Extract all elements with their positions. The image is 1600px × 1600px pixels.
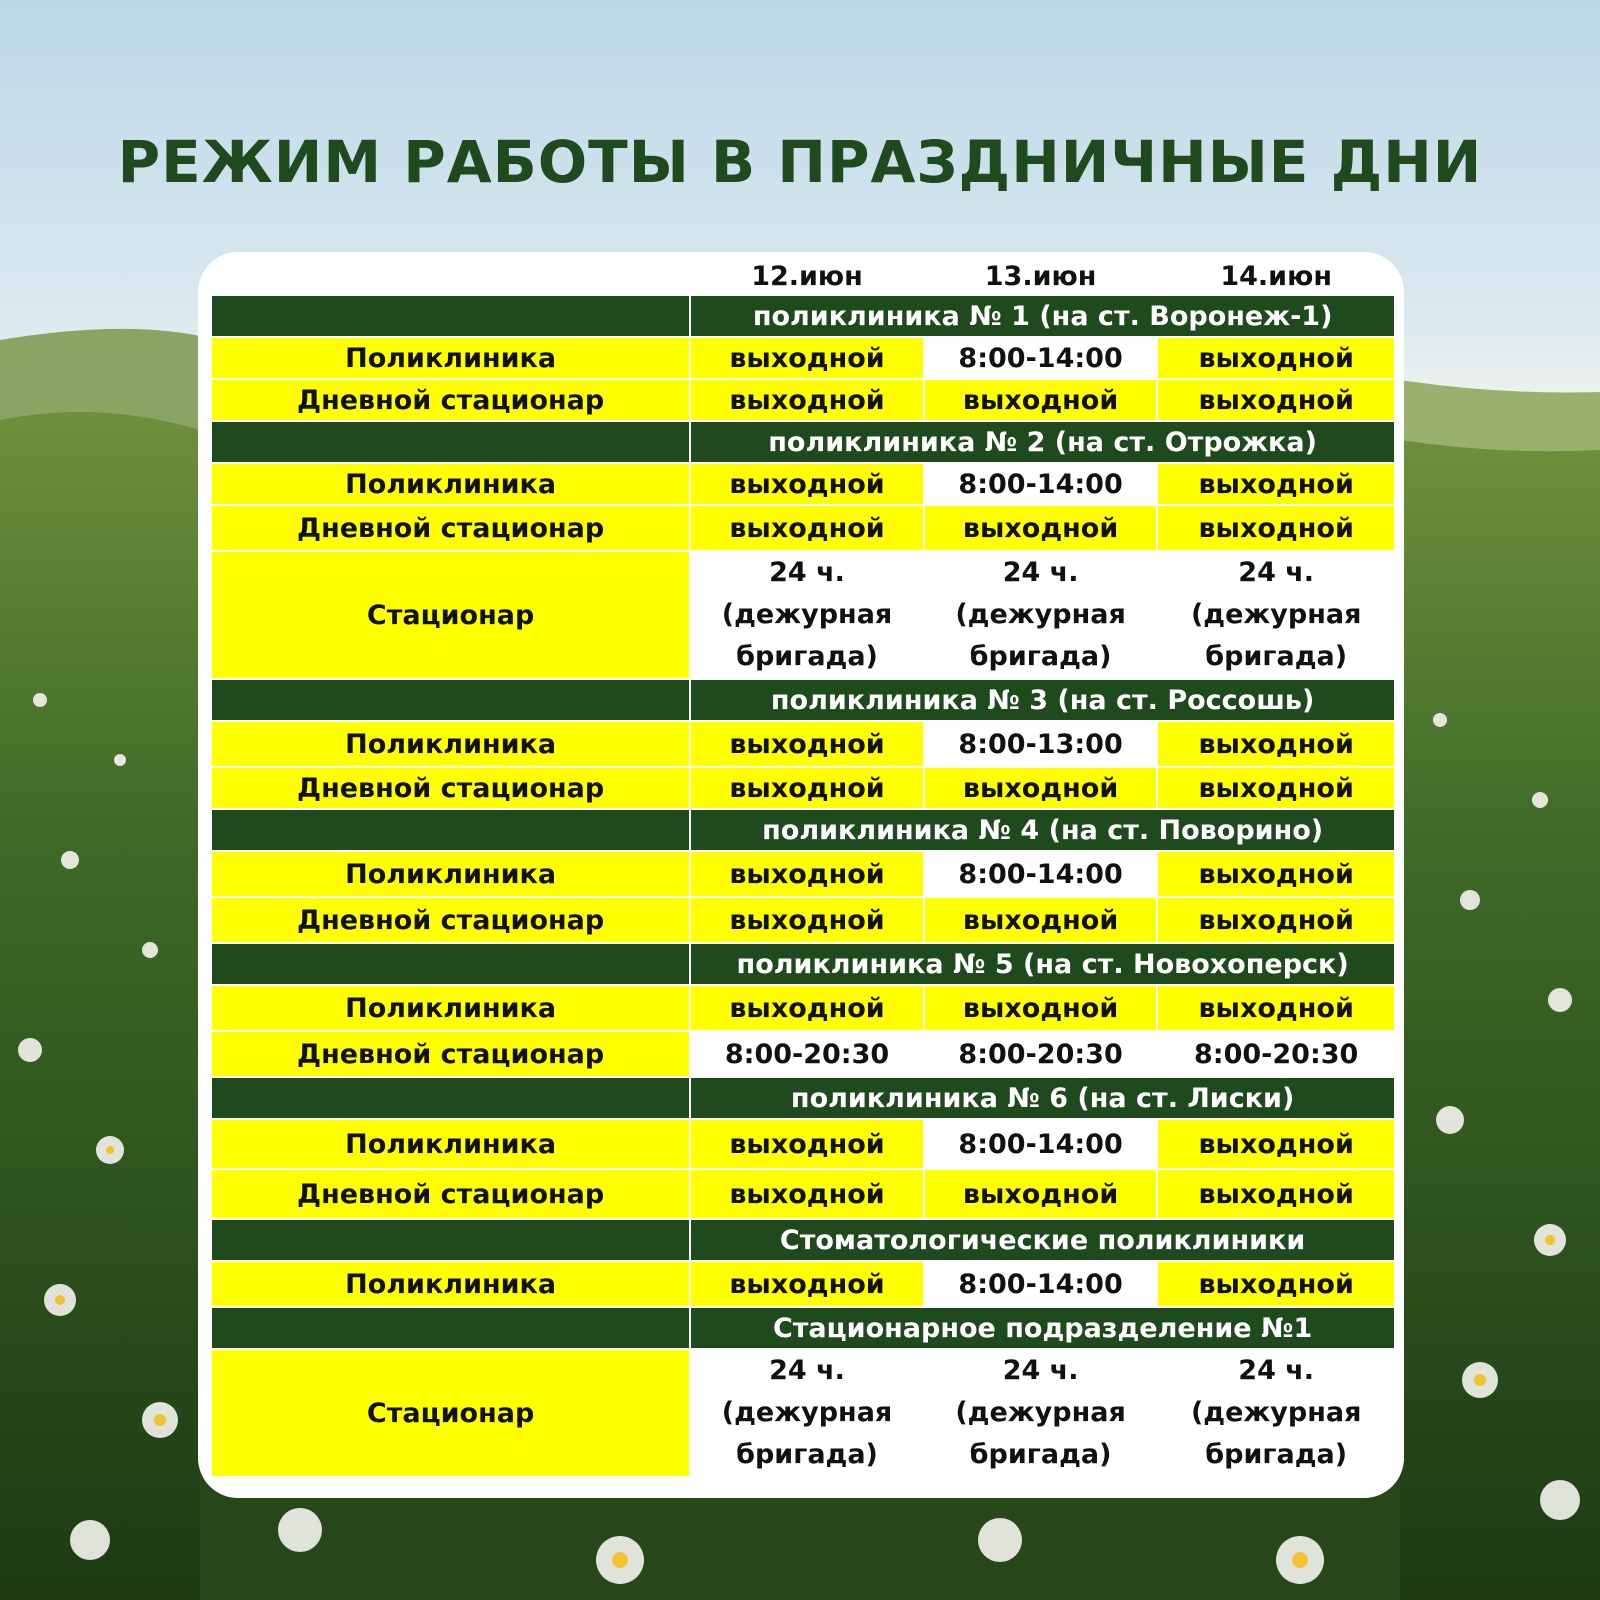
schedule-cell: выходной <box>1158 338 1394 378</box>
section-title: Стационарное подразделение №1 <box>691 1308 1394 1348</box>
schedule-cell: выходной <box>691 986 923 1030</box>
schedule-cell <box>925 1350 1157 1476</box>
section-title: поликлиника № 4 (на ст. Поворино) <box>691 810 1394 850</box>
day-header: 13.июн <box>984 260 1097 292</box>
schedule-cell: выходной <box>1158 506 1394 550</box>
row-label: Поликлиника <box>212 464 689 504</box>
duty-line: бригада) <box>1205 1439 1348 1470</box>
row-label: Дневной стационар <box>212 506 689 550</box>
schedule-cell: 8:00-14:00 <box>925 1262 1157 1306</box>
duty-line: 24 ч. <box>1002 1355 1079 1386</box>
section-title: Стоматологические поликлиники <box>691 1220 1394 1260</box>
section-title: поликлиника № 3 (на ст. Россошь) <box>691 680 1394 720</box>
page-title: РЕЖИМ РАБОТЫ В ПРАЗДНИЧНЫЕ ДНИ <box>117 128 1483 196</box>
row-label: Поликлиника <box>212 1120 689 1168</box>
day-header: 14.июн <box>1220 260 1332 292</box>
schedule-cell: выходной <box>691 898 923 942</box>
schedule-cell: выходной <box>1158 1170 1394 1218</box>
section-spacer <box>212 680 689 720</box>
schedule-cell <box>925 552 1157 678</box>
duty-line: 24 ч. <box>1238 1355 1315 1386</box>
schedule-cell: 8:00-14:00 <box>925 464 1157 504</box>
schedule-cell: выходной <box>691 722 923 766</box>
schedule-cell: выходной <box>925 1170 1157 1218</box>
duty-line: бригада) <box>736 641 878 672</box>
duty-line: (дежурная <box>1190 1397 1362 1428</box>
schedule-cell: выходной <box>1158 852 1394 896</box>
row-label: Поликлиника <box>212 852 689 896</box>
schedule-cell: выходной <box>691 852 923 896</box>
row-label: Поликлиника <box>212 986 689 1030</box>
section-spacer <box>212 810 689 850</box>
section-spacer <box>212 296 689 336</box>
section-spacer <box>212 1078 689 1118</box>
duty-line: бригада) <box>969 1439 1112 1470</box>
schedule-cell: 8:00-13:00 <box>925 722 1157 766</box>
schedule-cell <box>1158 1350 1394 1476</box>
schedule-cell: выходной <box>691 768 923 808</box>
schedule-cell: выходной <box>1158 1120 1394 1168</box>
schedule-cell: выходной <box>1158 768 1394 808</box>
duty-line: 24 ч. <box>769 1355 845 1386</box>
duty-line: (дежурная <box>1190 599 1362 630</box>
schedule-cell: выходной <box>925 506 1157 550</box>
schedule-cell: выходной <box>1158 898 1394 942</box>
duty-line: (дежурная <box>955 1397 1126 1428</box>
schedule-cell: выходной <box>925 768 1157 808</box>
section-title: поликлиника № 2 (на ст. Отрожка) <box>691 422 1394 462</box>
duty-line: (дежурная <box>955 599 1126 630</box>
schedule-cell: выходной <box>925 898 1157 942</box>
section-title: поликлиника № 6 (на ст. Лиски) <box>691 1078 1394 1118</box>
schedule-cell: выходной <box>691 380 923 420</box>
day-header: 12.июн <box>751 260 863 292</box>
row-label: Дневной стационар <box>212 380 689 420</box>
duty-line: бригада) <box>736 1439 878 1470</box>
section-spacer <box>212 944 689 984</box>
schedule-cell: выходной <box>1158 380 1394 420</box>
schedule-cell: выходной <box>691 338 923 378</box>
schedule-cell: 8:00-14:00 <box>925 338 1157 378</box>
row-label: Поликлиника <box>212 338 689 378</box>
row-label: Дневной стационар <box>212 1170 689 1218</box>
schedule-cell <box>1158 552 1394 678</box>
schedule-cell: выходной <box>691 1120 923 1168</box>
schedule-cell: выходной <box>925 986 1157 1030</box>
schedule-cell: 8:00-14:00 <box>925 852 1157 896</box>
schedule-cell: выходной <box>691 506 923 550</box>
schedule-cell: выходной <box>691 1170 923 1218</box>
duty-line: 24 ч. <box>1238 557 1315 588</box>
schedule-cell <box>691 552 923 678</box>
schedule-cell: выходной <box>1158 722 1394 766</box>
duty-line: бригада) <box>969 641 1112 672</box>
row-label: Поликлиника <box>212 1262 689 1306</box>
schedule-table <box>210 256 1396 1478</box>
schedule-cell: выходной <box>925 380 1157 420</box>
section-title: поликлиника № 5 (на ст. Новохоперск) <box>691 944 1394 984</box>
schedule-cell: выходной <box>1158 464 1394 504</box>
row-label: Дневной стационар <box>212 898 689 942</box>
duty-line: (дежурная <box>721 599 893 630</box>
schedule-cell: 8:00-20:30 <box>1158 1032 1394 1076</box>
row-label: Стационар <box>212 552 689 678</box>
duty-line: бригада) <box>1205 641 1348 672</box>
schedule-cell: 8:00-20:30 <box>691 1032 923 1076</box>
section-spacer <box>212 1220 689 1260</box>
duty-line: 24 ч. <box>1002 557 1079 588</box>
section-title: поликлиника № 1 (на ст. Воронеж-1) <box>691 296 1394 336</box>
duty-line: (дежурная <box>721 1397 893 1428</box>
row-label: Стационар <box>212 1350 689 1476</box>
duty-line: 24 ч. <box>769 557 845 588</box>
row-label: Дневной стационар <box>212 1032 689 1076</box>
schedule-cell: выходной <box>1158 986 1394 1030</box>
schedule-cell: выходной <box>1158 1262 1394 1306</box>
schedule-cell <box>691 1350 923 1476</box>
schedule-cell: выходной <box>691 1262 923 1306</box>
row-label: Поликлиника <box>212 722 689 766</box>
header-blank <box>212 258 689 294</box>
section-spacer <box>212 1308 689 1348</box>
row-label: Дневной стационар <box>212 768 689 808</box>
schedule-cell: 8:00-14:00 <box>925 1120 1157 1168</box>
schedule-cell: 8:00-20:30 <box>925 1032 1157 1076</box>
section-spacer <box>212 422 689 462</box>
schedule-cell: выходной <box>691 464 923 504</box>
